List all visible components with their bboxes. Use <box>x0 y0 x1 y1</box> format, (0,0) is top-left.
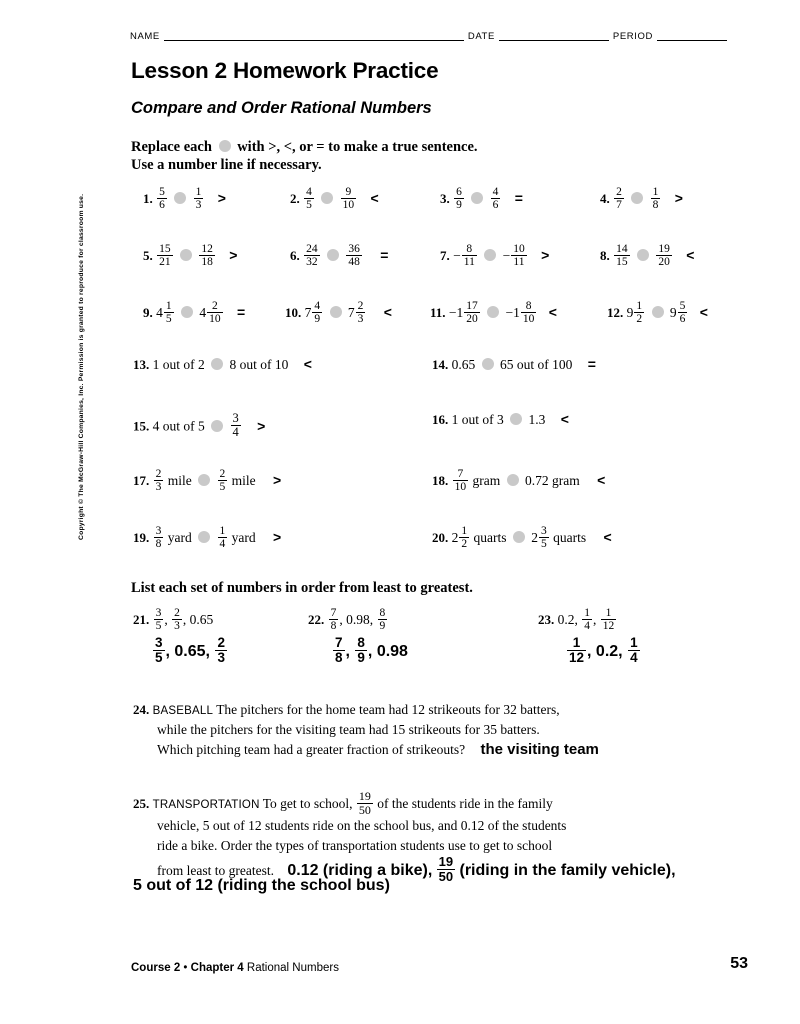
problem-number: 9. <box>143 304 153 320</box>
problem-number: 18. <box>432 472 449 488</box>
fraction-1-4: $\frac{1}{4}$ <box>219 525 226 551</box>
problem-24-text-1: The pitchers for the home team had 12 strikeouts for 32 batters, <box>216 702 560 717</box>
answer-circle[interactable] <box>330 306 342 318</box>
answer-5: > <box>229 246 238 263</box>
date-write-line[interactable] <box>499 30 609 41</box>
problem-number: 11. <box>430 304 446 320</box>
footer-chapter-title: Rational Numbers <box>246 962 339 974</box>
answer-fraction-1-4: $\frac{1}{4}$ <box>630 635 638 666</box>
problem-16: 16. 1 out of 3 1.3 < <box>432 411 569 427</box>
fraction-5-6: $\frac{5}{6}$ <box>159 186 165 212</box>
problem-14-left: 0.65 <box>451 357 476 372</box>
problem-24-category: BASEBALL <box>152 705 214 717</box>
answer-3: = <box>514 189 523 206</box>
problem-number: 14. <box>432 357 449 372</box>
fraction-2-7: $\frac{2}{7}$ <box>616 186 622 212</box>
fraction-1-3: $\frac{1}{3}$ <box>195 186 202 212</box>
answer-25-part2: (riding in the family vehicle), <box>459 862 676 880</box>
answer-8: < <box>686 246 695 263</box>
problem-number: 1. <box>143 190 153 206</box>
answer-circle[interactable] <box>507 474 519 486</box>
answer-fraction-7-8: $\frac{7}{8}$ <box>335 635 343 666</box>
answer-25-part1: 0.12 (riding a bike), <box>287 862 433 880</box>
problem-21: 21. $\frac{3}{5}$ , $\frac{2}{3}$ , 0.65 <box>133 607 214 633</box>
answer-circle[interactable] <box>211 420 223 432</box>
fraction-10-11: $\frac{10}{11}$ <box>513 243 525 269</box>
answer-circle[interactable] <box>198 474 210 486</box>
answer-fraction-3-5: $\frac{3}{5}$ <box>155 635 163 666</box>
answer-19: > <box>273 528 282 545</box>
answer-fraction-1-12: $\frac{1}{12}$ <box>569 635 585 666</box>
answer-circle[interactable] <box>181 306 193 318</box>
footer-text <box>131 962 339 974</box>
answer-fraction-2-3: $\frac{2}{3}$ <box>217 635 225 666</box>
mixed-9-1-2: 9 $\frac{1}{2}$ <box>626 300 643 326</box>
answer-21: $\frac{3}{5}$ , 0.65, $\frac{2}{3}$ <box>155 635 225 666</box>
fraction-19-50: $\frac{19}{50}$ <box>358 789 371 817</box>
student-info-header <box>130 30 750 42</box>
fraction-1-8: $\frac{1}{8}$ <box>652 186 659 212</box>
problem-12 <box>607 300 708 325</box>
answer-1: > <box>217 189 226 206</box>
problem-24-text-3: Which pitching team had a greater fraction of strikeouts? <box>157 742 466 758</box>
problem-18: 18. $\frac{7}{10}$ gram 0.72 gram < <box>432 468 606 494</box>
problem-8 <box>600 243 694 268</box>
instruction-line-1: Replace each with >, <, or = to make a true sentence. <box>131 139 478 155</box>
problem-9 <box>143 300 245 325</box>
problem-11 <box>430 300 557 325</box>
answer-6: = <box>380 246 389 263</box>
fraction-7-10: $\frac{7}{10}$ <box>454 468 467 494</box>
fraction-3-8: $\frac{3}{8}$ <box>155 525 162 551</box>
answer-circle[interactable] <box>180 249 192 261</box>
fraction-4-6: $\frac{4}{6}$ <box>492 186 499 212</box>
answer-13: < <box>303 356 312 372</box>
problem-number: 6. <box>290 247 300 263</box>
answer-9: = <box>237 303 246 320</box>
problem-number: 7. <box>440 247 450 263</box>
problem-25 <box>133 790 773 884</box>
problem-number: 23. <box>538 611 555 627</box>
answer-circle[interactable] <box>484 249 496 261</box>
answer-15: > <box>257 417 266 434</box>
answer-circle[interactable] <box>652 306 664 318</box>
problem-25-text-1: To get to school, <box>262 796 353 812</box>
fraction-2-3: $\frac{2}{3}$ <box>155 468 162 494</box>
problem-15: 15. 4 out of 5 $\frac{3}{4}$ > <box>133 411 266 440</box>
answer-circle[interactable] <box>471 192 483 204</box>
answer-20: < <box>603 528 612 545</box>
answer-16: < <box>560 411 569 427</box>
problem-number: 25. <box>133 796 150 812</box>
answer-circle[interactable] <box>211 358 223 370</box>
answer-10: < <box>383 303 392 320</box>
problem-number: 24. <box>133 702 150 717</box>
answer-25-part3-line <box>133 878 390 894</box>
answer-circle[interactable] <box>487 306 499 318</box>
problem-21-set: , 0.65 <box>182 611 214 627</box>
answer-circle[interactable] <box>327 249 339 261</box>
footer-dot: • <box>183 962 188 974</box>
problem-number: 4. <box>600 190 610 206</box>
fraction-6-9: $\frac{6}{9}$ <box>456 186 462 212</box>
mixed-4-1-5: 4 $\frac{1}{5}$ <box>156 300 172 326</box>
fraction-3-5: $\frac{3}{5}$ <box>155 607 162 633</box>
mixed-7-4-9: 7 $\frac{4}{9}$ <box>304 300 321 326</box>
instruction-line-2: Use a number line if necessary. <box>131 157 322 173</box>
fraction-19-20: $\frac{19}{20}$ <box>658 243 670 269</box>
problem-number: 5. <box>143 247 153 263</box>
problem-13-left: 1 out of 2 <box>152 357 205 372</box>
problem-number: 2. <box>290 190 300 206</box>
problem-25-text-3: ride a bike. Order the types of transportation students use to get to school <box>157 837 553 853</box>
fraction-15-21: $\frac{15}{21}$ <box>159 243 171 269</box>
mixed-neg-1-8-10: −1 $\frac{8}{10}$ <box>505 300 535 326</box>
problem-25-category: TRANSPORTATION <box>152 799 260 812</box>
answer-fraction-8-9: $\frac{8}{9}$ <box>357 635 365 666</box>
footer-course: Course 2 <box>131 962 181 974</box>
mixed-neg-1-17-20: −1 $\frac{17}{20}$ <box>448 300 478 326</box>
fraction-2-5: $\frac{2}{5}$ <box>219 468 226 494</box>
mixed-2-1-2: 2 $\frac{1}{2}$ <box>451 525 468 551</box>
answer-25-part3: 5 out of 12 (riding the school bus) <box>133 877 390 894</box>
problem-number: 19. <box>133 529 150 545</box>
answer-18: < <box>597 471 606 488</box>
name-label: NAME <box>130 31 160 42</box>
answer-circle[interactable] <box>174 192 186 204</box>
problem-14-right: 65 out of 100 <box>500 357 573 372</box>
instruction-order: List each set of numbers in order from least to greatest. <box>131 580 473 596</box>
problem-20: 20. 2 $\frac{1}{2}$ quarts 2 $\frac{3}{5}$ quarts < <box>432 525 612 551</box>
problem-25-text-4: from least to greatest. <box>157 863 274 879</box>
problem-number: 10. <box>285 304 302 320</box>
problem-6 <box>290 243 388 268</box>
problem-2 <box>290 186 379 211</box>
fraction-8-9: $\frac{8}{9}$ <box>379 607 386 633</box>
answer-circle[interactable] <box>510 413 522 425</box>
mixed-4-2-10: 4 $\frac{2}{10}$ <box>199 300 221 326</box>
fraction-8-11: $\frac{8}{11}$ <box>463 243 475 269</box>
period-label: PERIOD <box>612 31 653 42</box>
fraction-14-15: $\frac{14}{15}$ <box>616 243 628 269</box>
answer-24: the visiting team <box>480 741 599 759</box>
answer-2: < <box>370 189 379 206</box>
date-label: DATE <box>467 31 495 42</box>
fraction-1-12: $\frac{1}{12}$ <box>602 607 615 633</box>
problem-4 <box>600 186 683 211</box>
problem-7: 7. − $\frac{8}{11}$ − $\frac{10}{11}$ > <box>440 243 550 269</box>
fraction-24-32: $\frac{24}{32}$ <box>306 243 318 269</box>
problem-5 <box>143 243 237 268</box>
problem-14 <box>432 357 596 372</box>
name-write-line[interactable] <box>164 30 464 41</box>
problem-10 <box>285 300 392 325</box>
answer-fraction-19-50: $\frac{19}{50}$ <box>438 854 454 884</box>
problem-number: 12. <box>607 304 624 320</box>
circle-placeholder-icon <box>219 140 231 152</box>
problem-number: 21. <box>133 611 150 627</box>
problem-number: 22. <box>308 611 325 627</box>
problem-24 <box>133 700 753 761</box>
problem-23-set: 0.2, <box>557 611 582 627</box>
problem-13-right: 8 out of 10 <box>229 357 289 372</box>
problem-1 <box>143 186 226 211</box>
fraction-4-5: $\frac{4}{5}$ <box>306 186 312 212</box>
fraction-3-4: $\frac{3}{4}$ <box>232 411 239 440</box>
copyright-notice: Copyright © The McGraw-Hill Companies, Inc. Permission is granted to reproduce for classroom use. <box>78 193 85 540</box>
problem-3 <box>440 186 523 211</box>
problem-13 <box>133 357 312 372</box>
answer-circle[interactable] <box>631 192 643 204</box>
fraction-7-8: $\frac{7}{8}$ <box>330 607 337 633</box>
answer-circle[interactable] <box>198 531 210 543</box>
fraction-2-3: $\frac{2}{3}$ <box>174 607 180 633</box>
problem-22-set: , 0.98, <box>339 611 377 627</box>
problem-22 <box>308 607 388 632</box>
answer-circle[interactable] <box>513 531 525 543</box>
problem-number: 15. <box>133 418 150 434</box>
problem-23: 23. 0.2, $\frac{1}{4}$ , $\frac{1}{12}$ <box>538 607 615 633</box>
answer-circle[interactable] <box>321 192 333 204</box>
answer-11: < <box>548 303 557 320</box>
answer-circle[interactable] <box>482 358 494 370</box>
problem-number: 20. <box>432 529 449 545</box>
problem-number: 8. <box>600 247 610 263</box>
problem-25-text-1b: of the students ride in the family <box>377 796 553 812</box>
problem-number: 13. <box>133 357 150 372</box>
answer-23: $\frac{1}{12}$ , 0.2, $\frac{1}{4}$ <box>569 635 638 666</box>
answer-circle[interactable] <box>637 249 649 261</box>
answer-22: $\frac{7}{8}$ , $\frac{8}{9}$ , 0.98 <box>335 635 408 666</box>
page-title: Lesson 2 Homework Practice <box>131 58 439 83</box>
mixed-9-5-6: 9 $\frac{5}{6}$ <box>669 300 686 326</box>
fraction-9-10: $\frac{9}{10}$ <box>342 186 355 212</box>
problem-number: 17. <box>133 472 150 488</box>
mixed-7-2-3: 7 $\frac{2}{3}$ <box>347 300 364 326</box>
problem-number: 16. <box>432 412 449 427</box>
fraction-12-18: $\frac{12}{18}$ <box>201 243 213 269</box>
fraction-1-4: $\frac{1}{4}$ <box>584 607 590 633</box>
answer-17: > <box>273 471 282 488</box>
page-subtitle: Compare and Order Rational Numbers <box>131 99 432 117</box>
problem-24-text-2: while the pitchers for the visiting team had 15 strikeouts for 35 batters. <box>157 721 540 737</box>
problem-number: 3. <box>440 190 450 206</box>
problem-19: 19. $\frac{3}{8}$ yard $\frac{1}{4}$ yard > <box>133 525 282 551</box>
period-write-line[interactable] <box>657 30 727 41</box>
problem-25-text-2: vehicle, 5 out of 12 students ride on the school bus, and 0.12 of the students <box>157 818 567 834</box>
answer-14: = <box>587 356 596 372</box>
footer-chapter: Chapter 4 <box>190 962 244 974</box>
page-number: 53 <box>730 955 748 972</box>
answer-7: > <box>541 246 550 263</box>
answer-12: < <box>699 303 708 320</box>
mixed-2-3-5: 2 $\frac{3}{5}$ <box>531 525 547 551</box>
answer-4: > <box>674 189 683 206</box>
fraction-36-48: $\frac{36}{48}$ <box>348 243 360 269</box>
problem-17: 17. $\frac{2}{3}$ mile $\frac{2}{5}$ mile > <box>133 468 282 494</box>
